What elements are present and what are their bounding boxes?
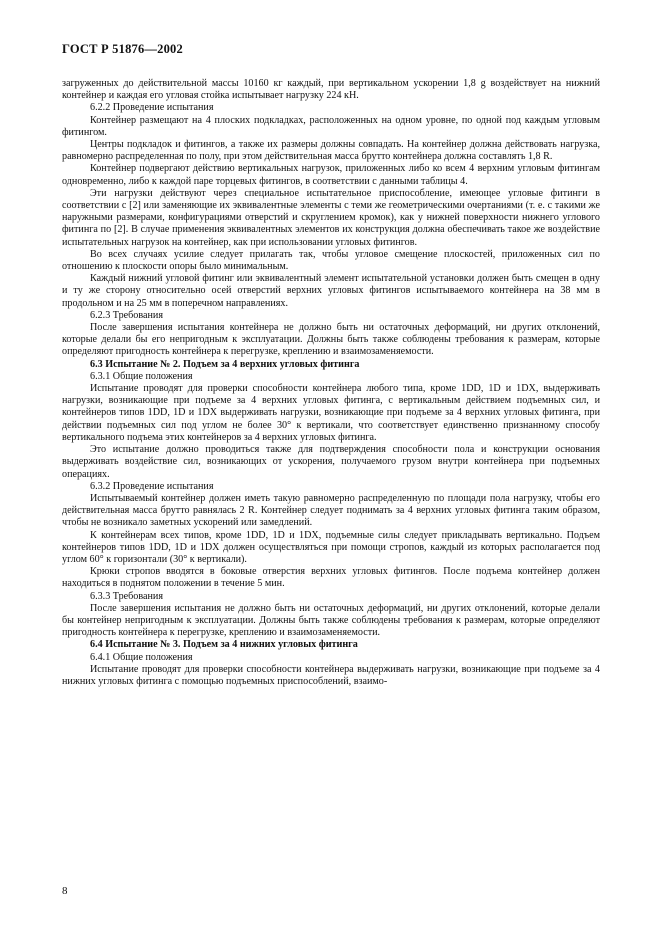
paragraph: Испытываемый контейнер должен иметь такую равномерно распределенную по площади пола нагрузку, чтобы его действительная масса брутто равнялась 2 R. Контейнер следует поднимать за 4 верхних угловых фитинга таким образом, чтобы не возникало заметных ускорений или замедлений. <box>62 492 600 529</box>
subsection-heading: 6.4.1 Общие положения <box>90 651 193 663</box>
subsection-heading: 6.3.2 Проведение испытания <box>90 480 214 492</box>
subsection-heading: 6.2.2 Проведение испытания <box>90 102 214 114</box>
paragraph: Контейнер подвергают действию вертикальных нагрузок, приложенных либо ко всем 4 верхним угловым фитингам одновременно, либо к каждой паре торцевых фитингов, в соответствии с данными таблицы 4. <box>62 163 600 187</box>
subsection-heading: 6.3.1 Общие положения <box>90 370 193 382</box>
paragraph: Контейнер размещают на 4 плоских подкладках, расположенных на одном уровне, по одной под каждым угловым фитингом. <box>62 114 600 138</box>
paragraph: Крюки стропов вводятся в боковые отверстия верхних угловых фитингов. После подъема контейнер должен находиться в поднятом положении в течение 5 мин. <box>62 566 600 590</box>
paragraph: Испытание проводят для проверки способности контейнера любого типа, кроме 1DD, 1D и 1DX, выдерживать нагрузки, возникающие при подъеме за 4 верхних угловых фитинга, с вертикальным действием подъемных сил, и контейнеров типов 1DD, 1D и 1DX выдерживать нагрузки, возникающие при подъеме за 4 верхних угловых фитинга, при действии подъемных сил под углом не более 30° к вертикали, что соответствует единственно признанному способу вертикального подъема этих контейнеров за 4 верхних угловых фитинга. <box>62 383 600 443</box>
document-header: ГОСТ Р 51876—2002 <box>62 42 183 56</box>
section-heading: 6.4 Испытание № 3. Подъем за 4 нижних угловых фитинга <box>90 639 358 651</box>
paragraph: Центры подкладок и фитингов, а также их размеры должны совпадать. На контейнер должна действовать нагрузка, равномерно распределенная по полу, при этом действительная масса брутто контейнера должна составлять 1,8 R. <box>62 139 600 163</box>
paragraph: К контейнерам всех типов, кроме 1DD, 1D и 1DX, подъемные силы следует прикладывать вертикально. Подъем контейнеров типов 1DD, 1D и 1DX должен осуществляться при помощи стропов, каждый из которых располагается под углом 60° к горизонтали (30° к вертикали). <box>62 529 600 565</box>
paragraph: Каждый нижний угловой фитинг или эквивалентный элемент испытательной установки должен быть смещен в одну и ту же сторону относительно осей отверстий верхних угловых фитингов испытываемого контейнера на 38 мм в продольном и на 25 мм в поперечном направлениях. <box>62 273 600 309</box>
subsection-heading: 6.2.3 Требования <box>90 309 163 321</box>
subsection-heading: 6.3.3 Требования <box>90 590 163 602</box>
document-body <box>62 78 600 688</box>
paragraph: загруженных до действительной массы 10160 кг каждый, при вертикальном ускорении 1,8 g воздействует на нижний контейнер и каждая его угловая стойка испытывает нагрузку 224 кН. <box>62 78 600 102</box>
paragraph: После завершения испытания не должно быть ни остаточных деформаций, ни других отклонений, которые делали бы контейнер непригодным к эксплуатации. Должны быть также соблюдены требования к размерам, которые определяют пригодность контейнера к перегрузке, креплению и взаимозаменяемости. <box>62 602 600 639</box>
section-heading: 6.3 Испытание № 2. Подъем за 4 верхних угловых фитинга <box>90 358 360 370</box>
page-number: 8 <box>62 885 68 897</box>
paragraph: Во всех случаях усилие следует прилагать так, чтобы угловое смещение плоскостей, приложенных сил по отношению к плоскости опоры было минимальным. <box>62 248 600 273</box>
paragraph: После завершения испытания контейнера не должно быть ни остаточных деформаций, ни других отклонений, которые делали бы его непригодным к эксплуатации. Должны быть также соблюдены требования к размерам, которые определяют пригодность контейнера к перегрузке, креплению и взаимозаменяемости. <box>62 322 600 358</box>
paragraph: Это испытание должно проводиться также для подтверждения способности пола и конструкции основания выдерживать воздействие сил, возникающих от ускорения, получаемого грузом внутри контейнера при подъемных операциях. <box>62 444 600 480</box>
paragraph: Эти нагрузки действуют через специальное испытательное приспособление, имеющее угловые фитинги в соответствии с [2] или заменяющие их эквивалентные элементы с теми же геометрическими очертаниями (т. е. с такими же наружными размерами, конфигурациями отверстий и скруглением кромок), как у нижней поверхности нижнего углового фитинга по [2]. В случае применения эквивалентных элементов их конструкция должна обеспечивать такое же воздействие испытательных нагрузок на контейнер, как при использовании угловых фитингов. <box>62 187 600 248</box>
paragraph: Испытание проводят для проверки способности контейнера выдерживать нагрузки, возникающие при подъеме за 4 нижних угловых фитинга с помощью подъемных приспособлений, взаимо- <box>62 663 600 687</box>
